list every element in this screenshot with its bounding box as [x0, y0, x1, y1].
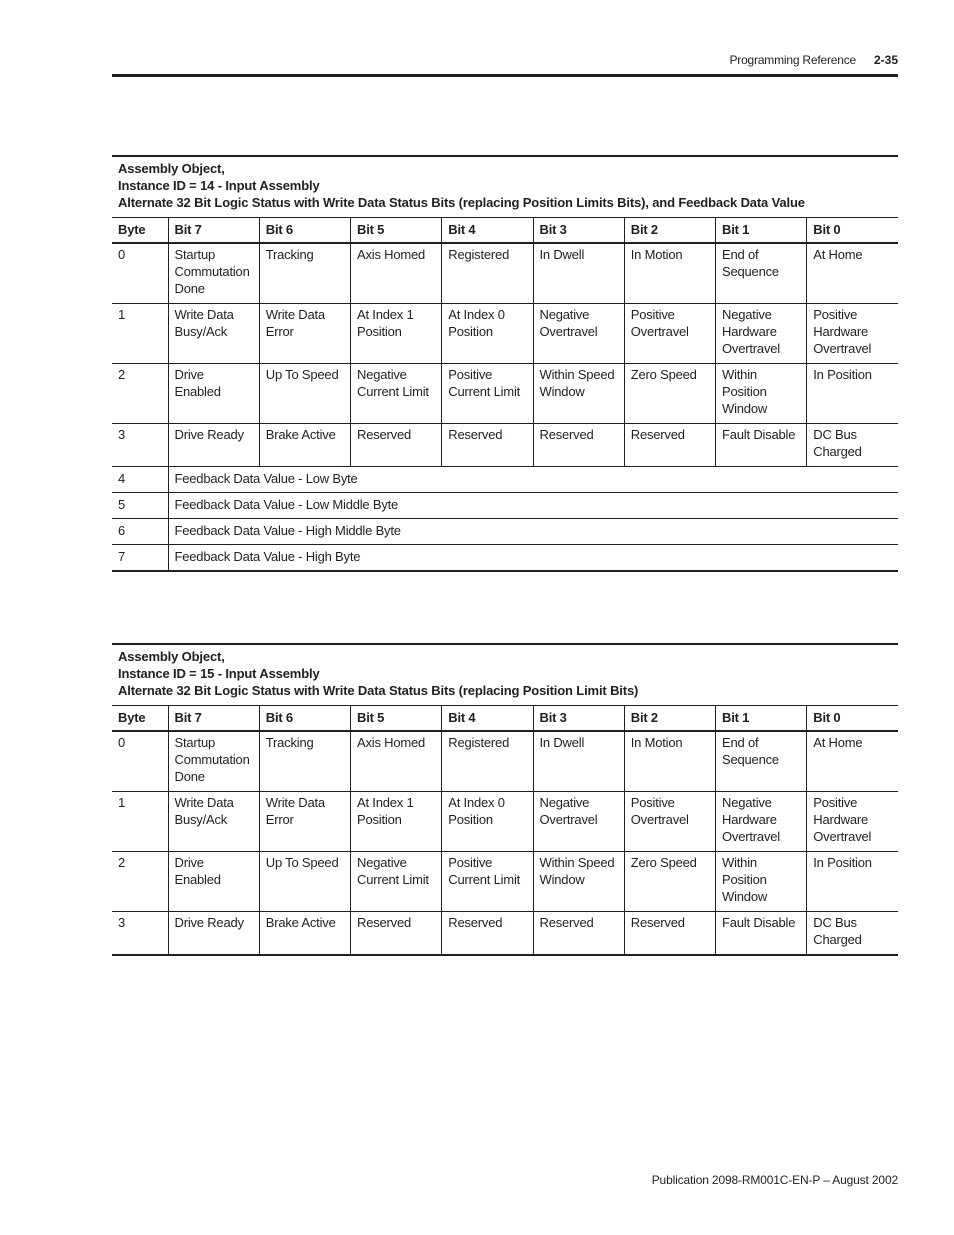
table-title-line: Alternate 32 Bit Logic Status with Write Data Status Bits (replacing Position Limits Bits), and Feedback Data Value: [118, 195, 805, 210]
bit-cell: End of Sequence: [716, 243, 807, 304]
bit-cell: At Index 0 Position: [442, 792, 533, 852]
byte-cell: 3: [112, 424, 168, 467]
bit-table: [112, 217, 898, 572]
feedback-cell: Feedback Data Value - Low Middle Byte: [168, 493, 898, 519]
bit-cell: Write Data Error: [259, 792, 350, 852]
table-row: [112, 467, 898, 493]
byte-cell: 2: [112, 364, 168, 424]
column-header-bit1: Bit 1: [716, 218, 807, 244]
table-row: [112, 493, 898, 519]
bit-cell: Negative Current Limit: [351, 852, 442, 912]
table-row: [112, 792, 898, 852]
bit-cell: In Motion: [624, 731, 715, 792]
feedback-cell: Feedback Data Value - High Middle Byte: [168, 519, 898, 545]
byte-cell: 0: [112, 243, 168, 304]
bit-cell: Negative Overtravel: [533, 792, 624, 852]
bit-cell: At Index 0 Position: [442, 304, 533, 364]
bit-cell: Within Position Window: [716, 364, 807, 424]
section-title: Programming Reference: [729, 53, 856, 67]
bit-cell: Write Data Busy/Ack: [168, 304, 259, 364]
bit-cell: At Index 1 Position: [351, 304, 442, 364]
bit-cell: Positive Hardware Overtravel: [807, 792, 898, 852]
column-header-bit2: Bit 2: [624, 706, 715, 732]
bit-cell: Drive Ready: [168, 912, 259, 956]
table-row: [112, 912, 898, 956]
bit-cell: Tracking: [259, 731, 350, 792]
bit-cell: In Dwell: [533, 731, 624, 792]
column-header-byte: Byte: [112, 706, 168, 732]
table-row: [112, 852, 898, 912]
bit-cell: DC Bus Charged: [807, 424, 898, 467]
table-row: [112, 545, 898, 572]
column-header-byte: Byte: [112, 218, 168, 244]
byte-cell: 2: [112, 852, 168, 912]
bit-cell: End of Sequence: [716, 731, 807, 792]
bit-cell: Negative Hardware Overtravel: [716, 792, 807, 852]
bit-cell: Zero Speed: [624, 364, 715, 424]
bit-table: [112, 705, 898, 956]
bit-cell: Registered: [442, 731, 533, 792]
bit-cell: Reserved: [533, 912, 624, 956]
assembly-table-instance-14: [112, 155, 898, 572]
column-header-bit1: Bit 1: [716, 706, 807, 732]
column-header-bit5: Bit 5: [351, 218, 442, 244]
bit-cell: Negative Hardware Overtravel: [716, 304, 807, 364]
bit-cell: Reserved: [442, 912, 533, 956]
bit-cell: Axis Homed: [351, 731, 442, 792]
bit-cell: Brake Active: [259, 912, 350, 956]
table-row: [112, 519, 898, 545]
bit-cell: Write Data Error: [259, 304, 350, 364]
bit-cell: Reserved: [442, 424, 533, 467]
bit-cell: Up To Speed: [259, 852, 350, 912]
column-header-bit0: Bit 0: [807, 218, 898, 244]
bit-cell: Fault Disable: [716, 912, 807, 956]
byte-cell: 4: [112, 467, 168, 493]
header-row: [112, 218, 898, 244]
bit-cell: Startup Commutation Done: [168, 243, 259, 304]
byte-cell: 3: [112, 912, 168, 956]
table-title-line: Alternate 32 Bit Logic Status with Write Data Status Bits (replacing Position Limit Bits): [118, 683, 639, 698]
byte-cell: 5: [112, 493, 168, 519]
table-row: [112, 364, 898, 424]
header-row: [112, 706, 898, 732]
bit-cell: At Home: [807, 243, 898, 304]
column-header-bit3: Bit 3: [533, 706, 624, 732]
table-row: [112, 731, 898, 792]
table-row: [112, 424, 898, 467]
bit-cell: Up To Speed: [259, 364, 350, 424]
bit-cell: Within Speed Window: [533, 364, 624, 424]
table-row: [112, 304, 898, 364]
column-header-bit6: Bit 6: [259, 218, 350, 244]
byte-cell: 1: [112, 792, 168, 852]
table-title-line: Assembly Object,: [118, 161, 225, 176]
table-title: [112, 643, 898, 705]
bit-cell: In Position: [807, 364, 898, 424]
bit-cell: Negative Overtravel: [533, 304, 624, 364]
page-number: 2-35: [873, 53, 898, 67]
bit-cell: Startup Commutation Done: [168, 731, 259, 792]
bit-cell: Write Data Busy/Ack: [168, 792, 259, 852]
bit-cell: Positive Current Limit: [442, 364, 533, 424]
table-title-line: Assembly Object,: [118, 649, 225, 664]
table-title-line: Instance ID = 15 - Input Assembly: [118, 666, 320, 681]
bit-cell: In Position: [807, 852, 898, 912]
bit-cell: At Index 1 Position: [351, 792, 442, 852]
bit-cell: Registered: [442, 243, 533, 304]
bit-cell: Reserved: [624, 424, 715, 467]
bit-cell: Positive Overtravel: [624, 304, 715, 364]
bit-cell: Drive Enabled: [168, 852, 259, 912]
bit-cell: Reserved: [351, 424, 442, 467]
column-header-bit0: Bit 0: [807, 706, 898, 732]
bit-cell: Reserved: [351, 912, 442, 956]
column-header-bit5: Bit 5: [351, 706, 442, 732]
bit-cell: DC Bus Charged: [807, 912, 898, 956]
bit-cell: In Motion: [624, 243, 715, 304]
table-title: [112, 155, 898, 217]
column-header-bit2: Bit 2: [624, 218, 715, 244]
feedback-cell: Feedback Data Value - High Byte: [168, 545, 898, 572]
bit-cell: Negative Current Limit: [351, 364, 442, 424]
byte-cell: 0: [112, 731, 168, 792]
bit-cell: Drive Ready: [168, 424, 259, 467]
byte-cell: 7: [112, 545, 168, 572]
bit-cell: Positive Overtravel: [624, 792, 715, 852]
bit-cell: Tracking: [259, 243, 350, 304]
column-header-bit7: Bit 7: [168, 706, 259, 732]
column-header-bit3: Bit 3: [533, 218, 624, 244]
column-header-bit4: Bit 4: [442, 706, 533, 732]
bit-cell: At Home: [807, 731, 898, 792]
bit-cell: Drive Enabled: [168, 364, 259, 424]
bit-cell: Fault Disable: [716, 424, 807, 467]
feedback-cell: Feedback Data Value - Low Byte: [168, 467, 898, 493]
column-header-bit4: Bit 4: [442, 218, 533, 244]
table-row: [112, 243, 898, 304]
bit-cell: Positive Hardware Overtravel: [807, 304, 898, 364]
bit-cell: In Dwell: [533, 243, 624, 304]
page-header: [112, 50, 898, 76]
byte-cell: 6: [112, 519, 168, 545]
bit-cell: Brake Active: [259, 424, 350, 467]
bit-cell: Axis Homed: [351, 243, 442, 304]
byte-cell: 1: [112, 304, 168, 364]
bit-cell: Positive Current Limit: [442, 852, 533, 912]
header-rule: [112, 74, 898, 77]
bit-cell: Reserved: [533, 424, 624, 467]
column-header-bit6: Bit 6: [259, 706, 350, 732]
bit-cell: Reserved: [624, 912, 715, 956]
bit-cell: Within Speed Window: [533, 852, 624, 912]
publication-footer: Publication 2098-RM001C-EN-P – August 2002: [651, 1173, 898, 1187]
bit-cell: Zero Speed: [624, 852, 715, 912]
bit-cell: Within Position Window: [716, 852, 807, 912]
table-title-line: Instance ID = 14 - Input Assembly: [118, 178, 320, 193]
column-header-bit7: Bit 7: [168, 218, 259, 244]
assembly-table-instance-15: [112, 643, 898, 956]
